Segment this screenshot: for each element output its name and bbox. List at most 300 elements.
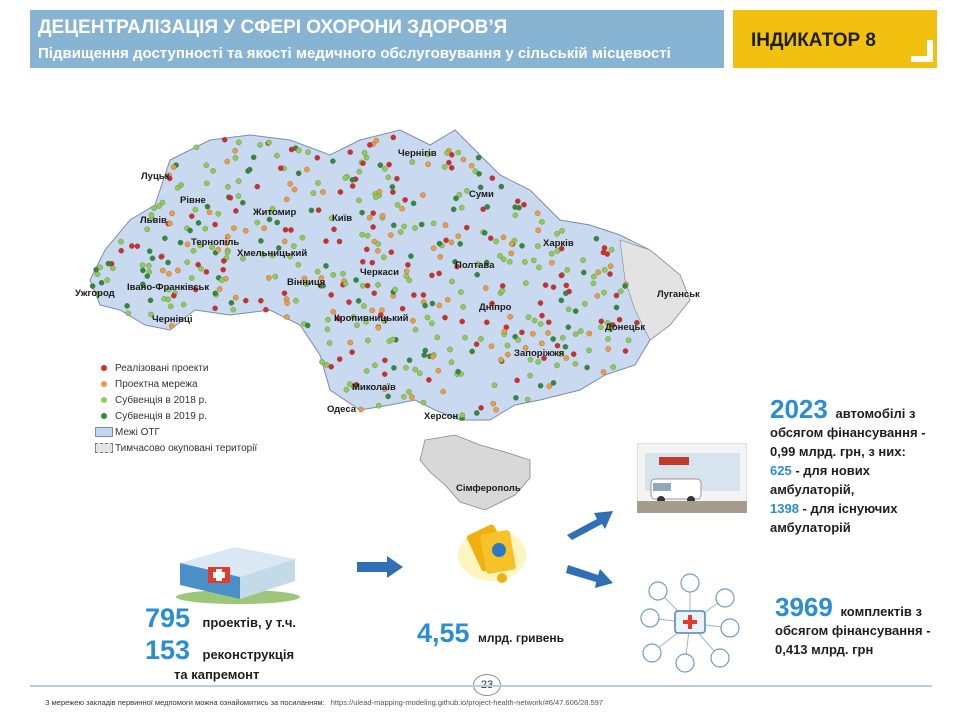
- project-dot: [188, 228, 193, 233]
- project-dot: [488, 236, 493, 241]
- project-dot: [438, 254, 443, 259]
- project-dot: [479, 405, 484, 410]
- project-dot: [458, 241, 463, 246]
- project-dot: [516, 337, 521, 342]
- project-dot: [263, 307, 268, 312]
- city-label: Миколаїв: [352, 382, 396, 393]
- city-label: Донецьк: [605, 322, 646, 333]
- project-dot: [204, 163, 209, 168]
- project-dot: [549, 260, 554, 265]
- project-dot: [346, 300, 351, 305]
- project-dot: [404, 269, 409, 274]
- project-dot: [587, 331, 592, 336]
- project-dot: [344, 387, 349, 392]
- project-dot: [595, 293, 600, 298]
- footer-link[interactable]: https://ulead-mapping-modeling.github.io/project-health-network/#6/47.606/28.597: [330, 698, 603, 707]
- project-dot: [354, 277, 359, 282]
- project-dot: [350, 177, 355, 182]
- project-dot: [567, 289, 572, 294]
- project-dot: [450, 279, 455, 284]
- project-dot: [389, 250, 394, 255]
- project-dot: [519, 330, 524, 335]
- project-dot: [356, 198, 361, 203]
- project-dot: [284, 314, 289, 319]
- project-dot: [447, 347, 452, 352]
- project-dot: [360, 232, 365, 237]
- project-dot: [126, 311, 131, 316]
- project-dot: [497, 253, 502, 258]
- project-dot: [581, 258, 586, 263]
- project-dot: [231, 307, 236, 312]
- project-dot: [288, 227, 293, 232]
- projects-number: 795: [145, 603, 191, 633]
- project-dot: [573, 309, 578, 314]
- project-dot: [436, 368, 441, 373]
- project-dot: [445, 150, 450, 155]
- project-dot: [99, 280, 104, 285]
- project-dot: [348, 340, 353, 345]
- project-dot: [521, 202, 526, 207]
- project-dot: [598, 325, 603, 330]
- city-label: Ужгород: [75, 288, 115, 299]
- project-dot: [390, 184, 395, 189]
- project-dot: [236, 193, 241, 198]
- project-dot: [513, 395, 518, 400]
- project-dot: [370, 260, 375, 265]
- header-banner: [30, 10, 724, 68]
- project-dot: [536, 228, 541, 233]
- project-dot: [329, 292, 334, 297]
- project-dot: [228, 195, 233, 200]
- project-dot: [413, 225, 418, 230]
- medical-kit-icon: [640, 573, 740, 673]
- project-dot: [535, 211, 540, 216]
- project-dot: [289, 147, 294, 152]
- project-dot: [247, 167, 252, 172]
- project-dot: [147, 249, 152, 254]
- city-label: Харків: [543, 238, 574, 249]
- cars-text-1: автомобілі з: [835, 406, 916, 421]
- project-dot: [337, 357, 342, 362]
- project-dot: [243, 228, 248, 233]
- city-label: Одеса: [327, 404, 357, 415]
- existing-text: - для існуючих: [802, 501, 898, 516]
- project-dot: [105, 278, 110, 283]
- kits-text-1: комплектів з: [840, 604, 922, 619]
- project-dot: [437, 271, 442, 276]
- project-dot: [292, 187, 297, 192]
- project-dot: [194, 145, 199, 150]
- project-dot: [358, 407, 363, 412]
- project-dot: [565, 267, 570, 272]
- project-dot: [162, 236, 167, 241]
- project-dot: [532, 318, 537, 323]
- project-dot: [458, 290, 463, 295]
- city-label: Запоріжжя: [514, 348, 565, 359]
- project-dot: [618, 289, 623, 294]
- project-dot: [258, 238, 263, 243]
- cars-text-3: 0,99 млрд. грн, з них:: [770, 444, 906, 459]
- project-dot: [536, 359, 541, 364]
- city-label: Кропивницький: [334, 313, 409, 324]
- project-dot: [423, 348, 428, 353]
- project-dot: [490, 176, 495, 181]
- legend-label: Субвенція в 2019 р.: [115, 410, 207, 422]
- city-label: Луцьк: [141, 171, 170, 182]
- footer-text: З мережею закладів первинної медпомоги можна ознайомитись за посиланням:: [45, 698, 325, 707]
- project-dot: [140, 263, 145, 268]
- project-dot: [626, 338, 631, 343]
- page-title: ДЕЦЕНТРАЛІЗАЦІЯ У СФЕРІ ОХОРОНИ ЗДОРОВ’Я: [38, 17, 508, 38]
- project-dot: [162, 296, 167, 301]
- project-dot: [545, 330, 550, 335]
- project-dot: [498, 357, 503, 362]
- project-dot: [601, 290, 606, 295]
- project-dot: [207, 210, 212, 215]
- city-label: Сімферополь: [456, 483, 521, 494]
- existing-number: 1398: [770, 501, 799, 516]
- project-dot: [284, 197, 289, 202]
- project-dot: [175, 185, 180, 190]
- project-dot: [602, 267, 607, 272]
- project-dot: [160, 200, 165, 205]
- project-dot: [159, 254, 164, 259]
- project-dot: [530, 331, 535, 336]
- project-dot: [581, 270, 586, 275]
- project-dot: [394, 176, 399, 181]
- project-dot: [311, 191, 316, 196]
- project-dot: [444, 238, 449, 243]
- project-dot: [591, 274, 596, 279]
- project-dot: [166, 271, 171, 276]
- project-dot: [538, 383, 543, 388]
- project-dot: [538, 300, 543, 305]
- project-dot: [191, 248, 196, 253]
- project-dot: [390, 190, 395, 195]
- project-dot: [350, 183, 355, 188]
- project-dot: [398, 229, 403, 234]
- project-dot: [602, 245, 607, 250]
- project-dot: [425, 315, 430, 320]
- project-dot: [549, 251, 554, 256]
- project-dot: [367, 215, 372, 220]
- project-dot: [443, 223, 448, 228]
- project-dot: [278, 166, 283, 171]
- project-dot: [306, 150, 311, 155]
- project-dot: [437, 303, 442, 308]
- project-dot: [181, 302, 186, 307]
- city-label: Львів: [140, 215, 167, 226]
- project-dot: [437, 241, 442, 246]
- project-dot: [485, 204, 490, 209]
- project-dot: [129, 243, 134, 248]
- city-label: Полтава: [455, 260, 495, 271]
- project-dot: [505, 343, 510, 348]
- project-dot: [229, 300, 234, 305]
- project-dot: [451, 207, 456, 212]
- project-dot: [551, 285, 556, 290]
- project-dot: [402, 224, 407, 229]
- project-dot: [378, 163, 383, 168]
- project-dot: [240, 200, 245, 205]
- project-dot: [110, 266, 115, 271]
- project-dot: [233, 148, 238, 153]
- project-dot: [405, 262, 410, 267]
- project-dot: [160, 268, 165, 273]
- project-dot: [492, 383, 497, 388]
- project-dot: [175, 268, 180, 273]
- project-dot: [500, 288, 505, 293]
- project-dot: [513, 205, 518, 210]
- project-dot: [266, 140, 271, 145]
- project-dot: [275, 220, 280, 225]
- city-label: Рівне: [180, 195, 206, 206]
- project-dot: [582, 301, 587, 306]
- project-dot: [361, 303, 366, 308]
- project-dot: [482, 230, 487, 235]
- project-dot: [296, 148, 301, 153]
- project-dot: [611, 364, 616, 369]
- project-dot: [145, 274, 150, 279]
- project-dot: [420, 193, 425, 198]
- project-dot: [403, 365, 408, 370]
- project-dot: [388, 233, 393, 238]
- project-dot: [236, 179, 241, 184]
- project-dot: [431, 221, 436, 226]
- new-number: 625: [770, 463, 792, 478]
- project-dot: [382, 358, 387, 363]
- project-dot: [216, 211, 221, 216]
- kits-text-2: обсягом фінансування -: [775, 623, 931, 638]
- crimea: [420, 435, 530, 510]
- project-dot: [296, 171, 301, 176]
- project-dot: [293, 298, 298, 303]
- project-dot: [411, 293, 416, 298]
- project-dot: [607, 271, 612, 276]
- project-dot: [401, 394, 406, 399]
- project-dot: [364, 368, 369, 373]
- city-label: Суми: [469, 189, 494, 200]
- project-dot: [327, 341, 332, 346]
- city-label: Хмельницький: [237, 248, 308, 259]
- project-dot: [460, 319, 465, 324]
- project-dot: [407, 358, 412, 363]
- project-dot: [536, 265, 541, 270]
- city-label: Тернопіль: [191, 237, 240, 248]
- project-dot: [623, 283, 628, 288]
- project-dot: [178, 240, 183, 245]
- city-label: Дніпро: [479, 302, 512, 313]
- project-dot: [551, 336, 556, 341]
- project-dot: [371, 224, 376, 229]
- project-dot: [225, 159, 230, 164]
- project-dot: [560, 335, 565, 340]
- project-dot: [476, 155, 481, 160]
- legend-label: Проектна мережа: [115, 378, 198, 390]
- project-dot: [551, 380, 556, 385]
- project-dot: [573, 332, 578, 337]
- project-dot: [185, 260, 190, 265]
- project-dot: [459, 205, 464, 210]
- project-dot: [400, 206, 405, 211]
- project-dot: [559, 228, 564, 233]
- project-dot: [539, 313, 544, 318]
- project-dot: [258, 142, 263, 147]
- project-dot: [135, 244, 140, 249]
- city-label: Луганськ: [657, 289, 700, 300]
- legend-label: Тимчасово окуповані території: [115, 442, 258, 454]
- project-dot: [419, 222, 424, 227]
- project-dot: [282, 291, 287, 296]
- project-dot: [525, 397, 530, 402]
- legend-label: Межі ОТГ: [115, 426, 160, 438]
- project-dot: [507, 259, 512, 264]
- project-dot: [258, 298, 263, 303]
- project-dot: [391, 365, 396, 370]
- project-dot: [531, 258, 536, 263]
- city-label: Чернівці: [152, 314, 193, 325]
- project-dot: [304, 167, 309, 172]
- project-dot: [331, 227, 336, 232]
- project-dot: [578, 329, 583, 334]
- project-dot: [571, 352, 576, 357]
- project-dot: [309, 208, 314, 213]
- arrow-down-right-icon: [565, 563, 615, 593]
- project-dot: [500, 283, 505, 288]
- project-dot: [203, 226, 208, 231]
- project-dot: [422, 353, 427, 358]
- project-dot: [609, 247, 614, 252]
- cars-text-2: обсягом фінансування -: [770, 425, 926, 440]
- project-dot: [233, 155, 238, 160]
- project-dot: [375, 248, 380, 253]
- project-dot: [236, 140, 241, 145]
- arrow-right-icon: [355, 555, 405, 579]
- indicator-badge: [733, 10, 937, 68]
- kits-stat: [775, 592, 955, 659]
- project-dot: [217, 287, 222, 292]
- project-dot: [325, 327, 330, 332]
- project-dot: [367, 142, 372, 147]
- project-dot: [538, 321, 543, 326]
- project-dot: [453, 196, 458, 201]
- project-dot: [413, 367, 418, 372]
- project-dot: [213, 291, 218, 296]
- project-dot: [316, 208, 321, 213]
- kits-number: 3969: [775, 592, 833, 622]
- project-dot: [377, 189, 382, 194]
- project-dot: [477, 171, 482, 176]
- project-dot: [300, 235, 305, 240]
- project-dot: [371, 211, 376, 216]
- project-dot: [319, 359, 324, 364]
- project-dot: [475, 272, 480, 277]
- projects-text: проектів, у т.ч.: [202, 615, 297, 630]
- project-dot: [491, 401, 496, 406]
- project-dot: [340, 271, 345, 276]
- project-dot: [456, 369, 461, 374]
- projects-stat: [145, 603, 296, 634]
- project-dot: [343, 281, 348, 286]
- project-dot: [410, 159, 415, 164]
- project-dot: [606, 346, 611, 351]
- project-dot: [324, 362, 329, 367]
- project-dot: [357, 169, 362, 174]
- project-dot: [323, 239, 328, 244]
- project-dot: [559, 273, 564, 278]
- project-dot: [315, 180, 320, 185]
- project-dot: [515, 199, 520, 204]
- project-dot: [356, 298, 361, 303]
- project-dot: [408, 254, 413, 259]
- project-dot: [360, 161, 365, 166]
- project-dot: [564, 356, 569, 361]
- project-dot: [515, 378, 520, 383]
- project-dot: [573, 361, 578, 366]
- project-dot: [219, 277, 224, 282]
- project-dot: [456, 234, 461, 239]
- existing-text-2: амбулаторій: [770, 520, 851, 535]
- project-dot: [171, 165, 176, 170]
- city-label: Чернігів: [398, 148, 437, 159]
- project-dot: [594, 236, 599, 241]
- project-dot: [460, 413, 465, 418]
- project-dot: [449, 240, 454, 245]
- project-dot: [315, 155, 320, 160]
- project-dot: [441, 389, 446, 394]
- project-dot: [601, 250, 606, 255]
- project-dot: [478, 336, 483, 341]
- project-dot: [221, 258, 226, 263]
- project-dot: [596, 270, 601, 275]
- project-dot: [431, 246, 436, 251]
- project-dot: [429, 321, 434, 326]
- reconstruction-text-2: та капремонт: [174, 667, 260, 682]
- project-dot: [152, 206, 157, 211]
- project-dot: [273, 274, 278, 279]
- project-dot: [400, 306, 405, 311]
- project-dot: [417, 371, 422, 376]
- project-dot: [373, 195, 378, 200]
- project-dot: [430, 354, 435, 359]
- money-stat: [417, 618, 564, 649]
- project-dot: [381, 255, 386, 260]
- project-dot: [505, 352, 510, 357]
- project-dot: [365, 338, 370, 343]
- city-label: Івано-Франківськ: [127, 282, 210, 293]
- project-dot: [442, 315, 447, 320]
- project-dot: [391, 135, 396, 140]
- project-dot: [382, 166, 387, 171]
- project-dot: [125, 303, 130, 308]
- project-dot: [364, 247, 369, 252]
- indicator-label: ІНДИКАТОР 8: [751, 30, 876, 51]
- project-dot: [365, 233, 370, 238]
- city-label: Херсон: [424, 411, 459, 422]
- project-dot: [474, 410, 479, 415]
- project-dot: [502, 329, 507, 334]
- reconstruction-stat: [145, 635, 294, 666]
- project-dot: [554, 363, 559, 368]
- project-dot: [329, 364, 334, 369]
- project-dot: [393, 287, 398, 292]
- project-dot: [395, 202, 400, 207]
- project-dot: [614, 305, 619, 310]
- project-dot: [403, 197, 408, 202]
- map-legend: [93, 360, 257, 456]
- project-dot: [461, 304, 466, 309]
- project-dot: [601, 369, 606, 374]
